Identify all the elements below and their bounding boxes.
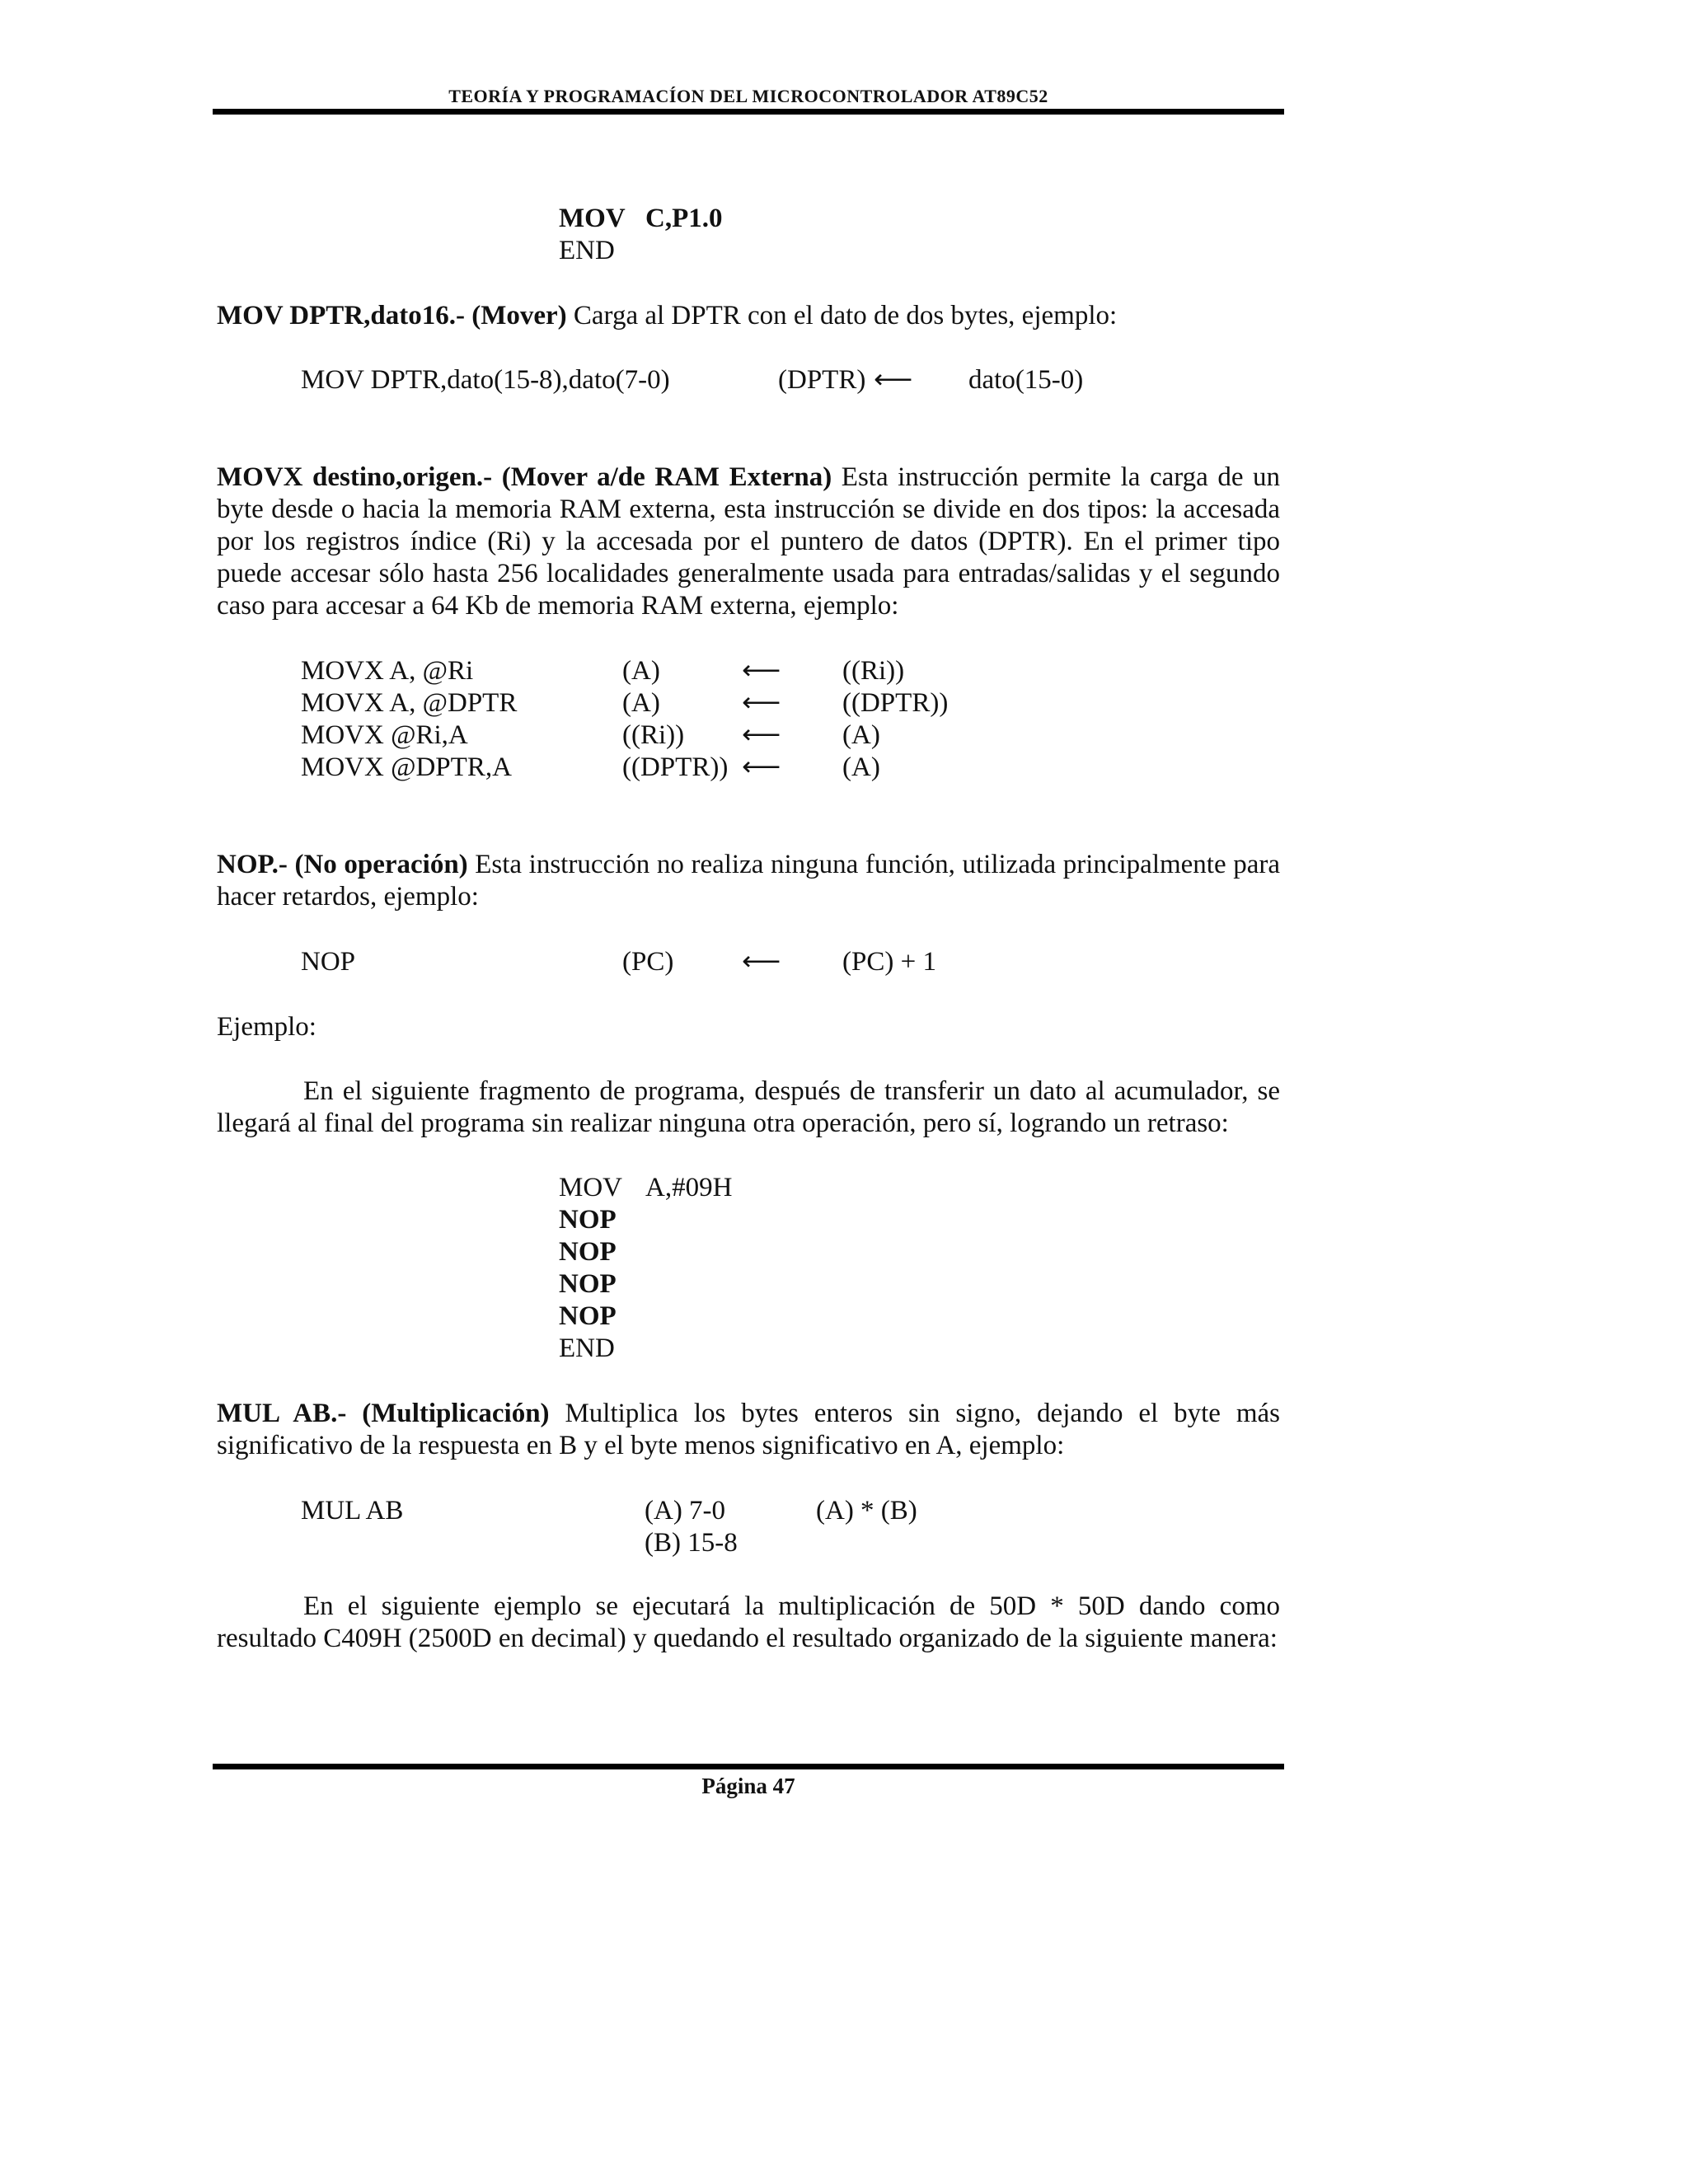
- code-end: END: [559, 236, 615, 265]
- code-end: END: [559, 1333, 615, 1363]
- mov-dptr-term: MOV DPTR,dato16.- (Mover): [217, 301, 567, 330]
- left-arrow-icon: ⟵: [742, 752, 780, 782]
- nop-example-paragraph: En el siguiente fragmento de programa, después de transferir un dato al acumulador, se llegará al final del programa sin realizar ninguna otra operación, pero sí, logrando un retraso:: [217, 1076, 1280, 1138]
- movx-row-instr: MOVX A, @DPTR: [301, 688, 518, 718]
- movx-row-dest: ((Ri)): [622, 720, 685, 750]
- nop-term: NOP.- (No operación): [217, 850, 468, 879]
- footer-rule: [213, 1764, 1284, 1769]
- movx-row-dest: ((DPTR)): [622, 752, 729, 782]
- page-number: Página 47: [701, 1774, 795, 1798]
- left-arrow-icon: ⟵: [742, 720, 780, 750]
- movx-row-src: (A): [842, 720, 880, 750]
- nop-description: Esta instrucción no realiza ninguna función, utilizada principalmente para hacer retardos, ejemplo:: [217, 850, 1280, 912]
- movx-row-src: ((DPTR)): [842, 688, 949, 718]
- header-rule: [213, 109, 1284, 115]
- mov-dptr-description: Carga al DPTR con el dato de dos bytes, ejemplo:: [566, 301, 1118, 330]
- mul-reg-a: (A) 7-0: [645, 1496, 726, 1526]
- mov-dptr-dest: (DPTR): [778, 365, 866, 395]
- code-mov-arg: C,P1.0: [645, 204, 723, 233]
- nop-instr: NOP: [301, 947, 356, 977]
- code-mov-op: MOV: [559, 1173, 623, 1202]
- mul-operation: (A) * (B): [816, 1496, 917, 1526]
- code-mov-arg: A,#09H: [645, 1173, 733, 1202]
- code-mov-op: MOV: [559, 204, 626, 233]
- left-arrow-icon: ⟵: [742, 947, 780, 977]
- movx-row-instr: MOVX A, @Ri: [301, 656, 474, 686]
- nop-definition: [217, 849, 1280, 913]
- mul-term: MUL AB.- (Multiplicación): [217, 1399, 550, 1428]
- ejemplo-label: Ejemplo:: [217, 1012, 316, 1042]
- mov-dptr-src: dato(15-0): [968, 365, 1084, 395]
- left-arrow-icon: ⟵: [742, 688, 780, 718]
- movx-row-dest: (A): [622, 688, 660, 718]
- left-arrow-icon: ⟵: [742, 656, 780, 686]
- code-nop: NOP: [559, 1237, 617, 1267]
- movx-row-instr: MOVX @DPTR,A: [301, 752, 512, 782]
- movx-row-instr: MOVX @Ri,A: [301, 720, 468, 750]
- movx-term: MOVX destino,origen.- (Mover a/de RAM Externa): [217, 462, 832, 492]
- code-nop: NOP: [559, 1205, 617, 1235]
- mul-example-paragraph: En el siguiente ejemplo se ejecutará la multiplicación de 50D * 50D dando como resultado C409H (2500D en decimal) y quedando el resultado organizado de la siguiente manera:: [217, 1591, 1280, 1653]
- code-nop: NOP: [559, 1269, 617, 1299]
- mul-instr: MUL AB: [301, 1496, 404, 1526]
- code-nop: NOP: [559, 1301, 617, 1331]
- nop-dest: (PC): [622, 947, 674, 977]
- movx-row-dest: (A): [622, 656, 660, 686]
- left-arrow-icon: ⟵: [874, 365, 912, 395]
- movx-definition: [217, 462, 1280, 622]
- movx-row-src: (A): [842, 752, 880, 782]
- mov-dptr-definition: [217, 300, 1280, 332]
- mov-dptr-example: MOV DPTR,dato(15-8),dato(7-0): [301, 365, 670, 395]
- mul-reg-b: (B) 15-8: [645, 1528, 738, 1558]
- running-header: TEORÍA Y PROGRAMACÍON DEL MICROCONTROLADOR AT89C52: [448, 86, 1048, 106]
- mul-definition: [217, 1398, 1280, 1462]
- nop-src: (PC) + 1: [842, 947, 936, 977]
- mul-description: Multiplica los bytes enteros sin signo, dejando el byte más significativo de la respuesta en B y el byte menos significativo en A, ejemplo:: [217, 1399, 1280, 1460]
- movx-row-src: ((Ri)): [842, 656, 905, 686]
- movx-description: Esta instrucción permite la carga de un byte desde o hacia la memoria RAM externa, esta instrucción se divide en dos tipos: la accesada por los registros índice (Ri) y la accesada por el puntero de datos (DPTR). En el primer tipo puede accesar sólo hasta 256 localidades generalmente usada para entradas/salidas y el segundo caso para accesar a 64 Kb de memoria RAM externa, ejemplo:: [217, 462, 1280, 621]
